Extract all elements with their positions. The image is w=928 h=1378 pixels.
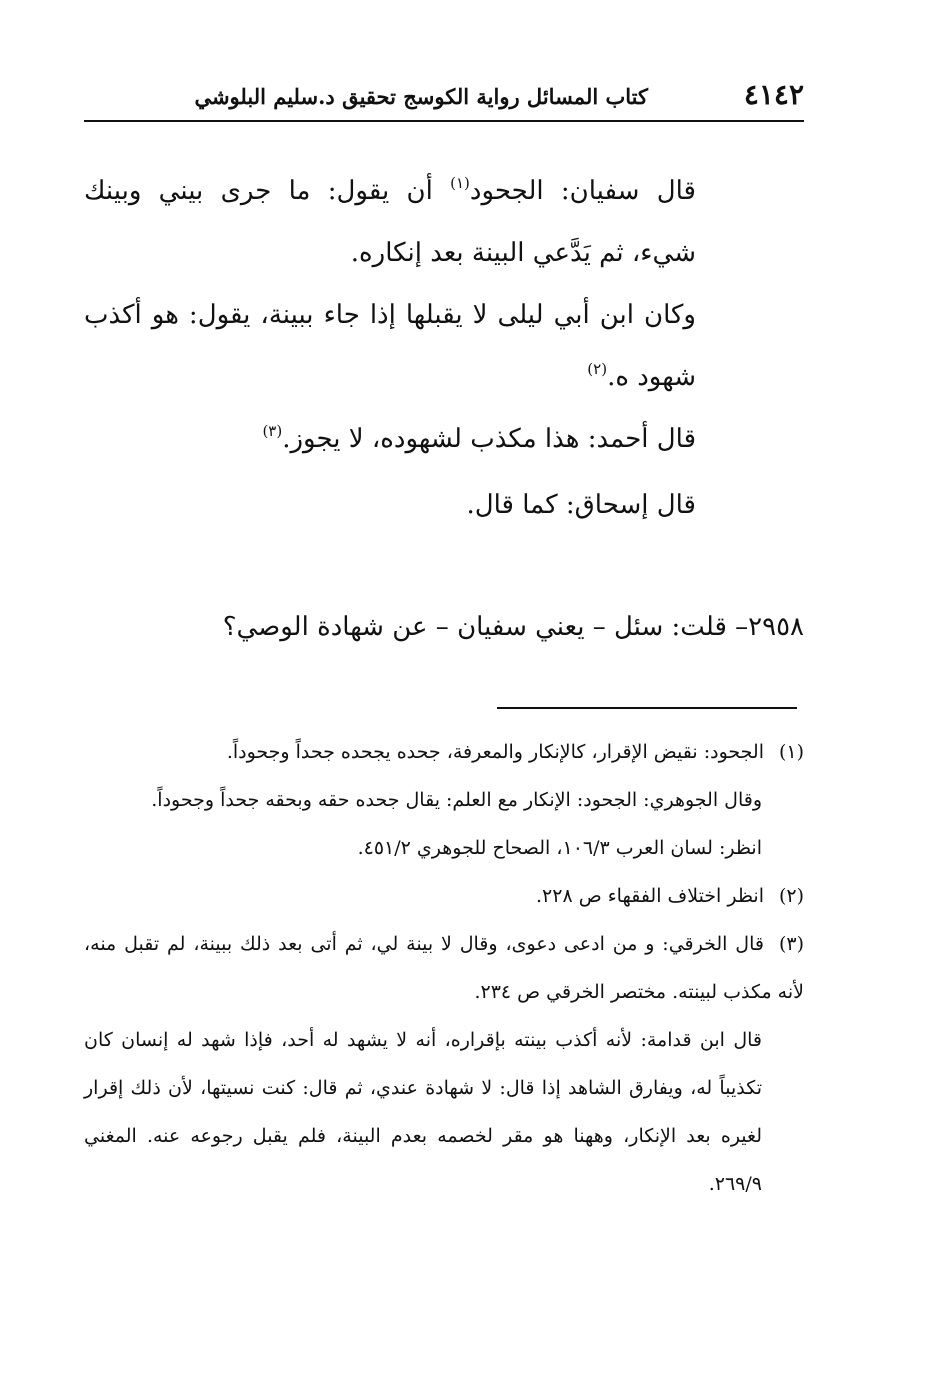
paragraph-ibn-abi-layla-text: وكان ابن أبي ليلى لا يقبلها إذا جاء ببينة، يقول: هو أكذب شهود ه. — [84, 300, 696, 392]
main-text — [84, 160, 696, 536]
footnote-1-references: انظر: لسان العرب ١٠٦/٣، الصحاح للجوهري ٤٥١/٢. — [357, 837, 762, 859]
paragraph-sufyan-rest: أن يقول: ما جرى بيني وبينك شيء، ثم يَدَّعي البينة بعد إنكاره. — [84, 176, 696, 268]
issue-2958: ٢٩٥٨– قلت: سئل – يعني سفيان – عن شهادة الوصي؟ — [222, 612, 804, 642]
footnote-1 — [84, 728, 804, 776]
paragraph-ahmad — [84, 408, 696, 470]
footnote-2-text: انظر اختلاف الفقهاء ص ٢٢٨. — [536, 885, 764, 907]
paragraph-ishaq-text: قال إسحاق: كما قال. — [466, 490, 696, 520]
footnote-ref-1: (١) — [450, 174, 470, 192]
paragraph-sufyan — [84, 160, 696, 284]
footnotes — [84, 728, 804, 1208]
footnote-2 — [84, 872, 804, 920]
footnote-1-number: (١) — [778, 741, 804, 763]
footnote-1-jawhari: وقال الجوهري: الجحود: الإنكار مع العلم: يقال جحده حقه وبحقه جحداً وجحوداً. — [151, 789, 762, 811]
footnote-ref-3: (٣) — [262, 422, 283, 440]
running-title: كتاب المسائل رواية الكوسج تحقيق د.سليم البلوشي — [194, 84, 648, 109]
footnote-rule — [497, 707, 797, 709]
header-rule — [84, 120, 804, 122]
paragraph-ahmad-text: قال أحمد: هذا مكذب لشهوده، لا يجوز. — [282, 424, 696, 454]
footnote-3-number: (٣) — [778, 933, 804, 955]
footnote-3-ibn-qudama: قال ابن قدامة: لأنه أكذب بينته بإقراره، أنه لا يشهد له أحد، فإذا شهد له إنسان كان تكذيباً له، ويفارق الشاهد إذا قال: لا شهادة عندي، ثم قال: كنت نسيتها، لأن ذلك إقرار لغيره بعد الإنكار، وههنا هو مقر لخصمه بعدم البينة، فلم يقبل رجوعه عنه. المغني ٢٦٩/٩. — [84, 1029, 762, 1195]
footnote-3 — [84, 920, 804, 1016]
footnote-ref-2: (٢) — [587, 360, 608, 378]
paragraph-ishaq — [84, 474, 696, 536]
footnote-2-number: (٢) — [778, 885, 804, 907]
footnote-1-line-1: الجحود: نقيض الإقرار، كالإنكار والمعرفة، جحده يجحده جحداً وجحوداً. — [226, 741, 764, 763]
page-header — [84, 74, 804, 120]
footnote-3-khiraqi: قال الخرقي: و من ادعى دعوى، وقال لا بينة لي، ثم أتى بعد ذلك ببينة، لم تقبل منه، لأنه مكذب لبينته. مختصر الخرقي ص ٢٣٤. — [84, 933, 804, 1003]
page-number: ٤١٤٢ — [743, 78, 804, 111]
paragraph-ibn-abi-layla — [84, 284, 696, 408]
paragraph-sufyan-start: قال سفيان: الجحود — [469, 176, 696, 206]
